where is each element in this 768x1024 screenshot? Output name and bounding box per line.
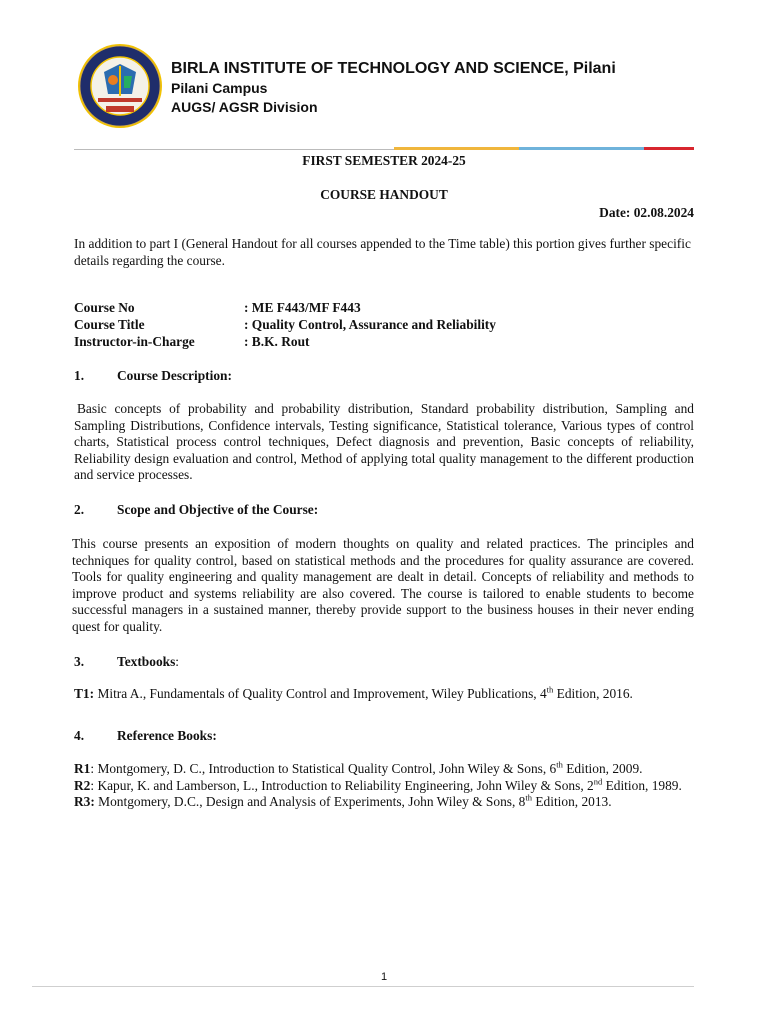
textbook-sup: th [546,684,554,695]
section-title: Textbooks [117,654,176,669]
semester-heading: FIRST SEMESTER 2024-25 [302,153,466,168]
document-date: Date: 02.08.2024 [599,205,694,220]
intro-paragraph: In addition to part I (General Handout for all courses appended to the Time table) this portion gives further specific details regarding the course. [74,236,691,268]
reference-sup: nd [593,776,603,787]
course-info-row [74,317,694,334]
section-number: 4. [74,728,85,743]
section-colon: : [175,654,180,669]
reference-text-end: Edition, 1989. [602,777,682,793]
division-name: AUGS/ AGSR Division [171,99,318,115]
reference-item [74,761,694,778]
reference-id: R3: [74,794,95,810]
course-info [74,300,694,351]
reference-sup: th [556,759,563,770]
instructor-label: Instructor-in-Charge [74,334,195,349]
textbook-text: Mitra A., Fundamentals of Quality Control and Improvement, Wiley Publications, 4 [94,686,547,701]
reference-item [74,778,694,795]
reference-text: : Kapur, K. and Lamberson, L., Introduction to Reliability Engineering, John Wiley & Sons, 2 [90,777,594,793]
reference-list [74,761,694,811]
divider-yellow [394,147,519,150]
reference-text: : Montgomery, D. C., Introduction to Statistical Quality Control, John Wiley & Sons, 6 [90,761,557,776]
divider-red [644,147,694,150]
instructor-value: : B.K. Rout [244,334,310,349]
section-1-heading [74,368,694,385]
textbook-entry [74,686,694,703]
campus-name: Pilani Campus [171,80,268,96]
reference-text: Montgomery, D.C., Design and Analysis of Experiments, John Wiley & Sons, 8 [94,794,526,810]
course-description: Basic concepts of probability and probability distribution, Standard probability distribution, Sampling and Sampling Distributions, Confidence intervals, Testing significance, Statistical tolerance, Various types of control charts, Statistical process control techniques, Defect diagnosis and prevention, Basic concepts of reliability, Reliability design evaluation and control, Method of applying total quality management to the different production and service processes. [74,401,694,483]
course-info-row [74,300,694,317]
section-number: 1. [74,368,85,383]
course-no-label: Course No [74,300,135,315]
reference-id: R2 [74,777,91,793]
section-2-heading [74,502,694,519]
scope-objective: This course presents an exposition of modern thoughts on quality and related practices. The principles and techniques for quality control, based on statistical methods and the procedures for quality assurance are covered. Tools for quality engineering and quality management are dealt in detail. Concepts of reliability and methods to improve product and systems reliability are also covered. The course is tailored to enable students to become successful managers in a sustained manner, thereby provide support to the business houses in their never ending quest for quality. [72,536,694,634]
section-3-heading [74,653,694,670]
document-title: COURSE HANDOUT [320,187,448,202]
section-title: Course Description: [117,368,232,383]
section-4-heading [74,728,694,745]
section-title: Scope and Objective of the Course: [117,502,319,517]
divider-blue [519,147,644,150]
institute-logo [76,42,164,132]
reference-text-end: Edition, 2009. [562,761,643,776]
course-title-label: Course Title [74,317,145,332]
section-number: 2. [74,502,85,517]
institute-name: BIRLA INSTITUTE OF TECHNOLOGY AND SCIENCE, Pilani [171,60,616,77]
textbook-text-end: Edition, 2016. [553,686,633,701]
reference-sup: th [525,792,532,803]
course-info-row [74,334,694,351]
reference-text-end: Edition, 2013. [532,794,612,810]
course-title-value: : Quality Control, Assurance and Reliability [244,317,496,332]
section-title: Reference Books: [117,728,217,743]
divider-gray-line [74,149,394,150]
header-divider [74,147,694,151]
section-number: 3. [74,654,85,669]
page-number: 1 [380,971,388,983]
footer-line [32,986,694,987]
reference-id: R1 [74,761,91,776]
textbook-id: T1: [74,686,95,701]
reference-item [74,794,694,811]
course-no-value: : ME F443/MF F443 [244,300,361,315]
